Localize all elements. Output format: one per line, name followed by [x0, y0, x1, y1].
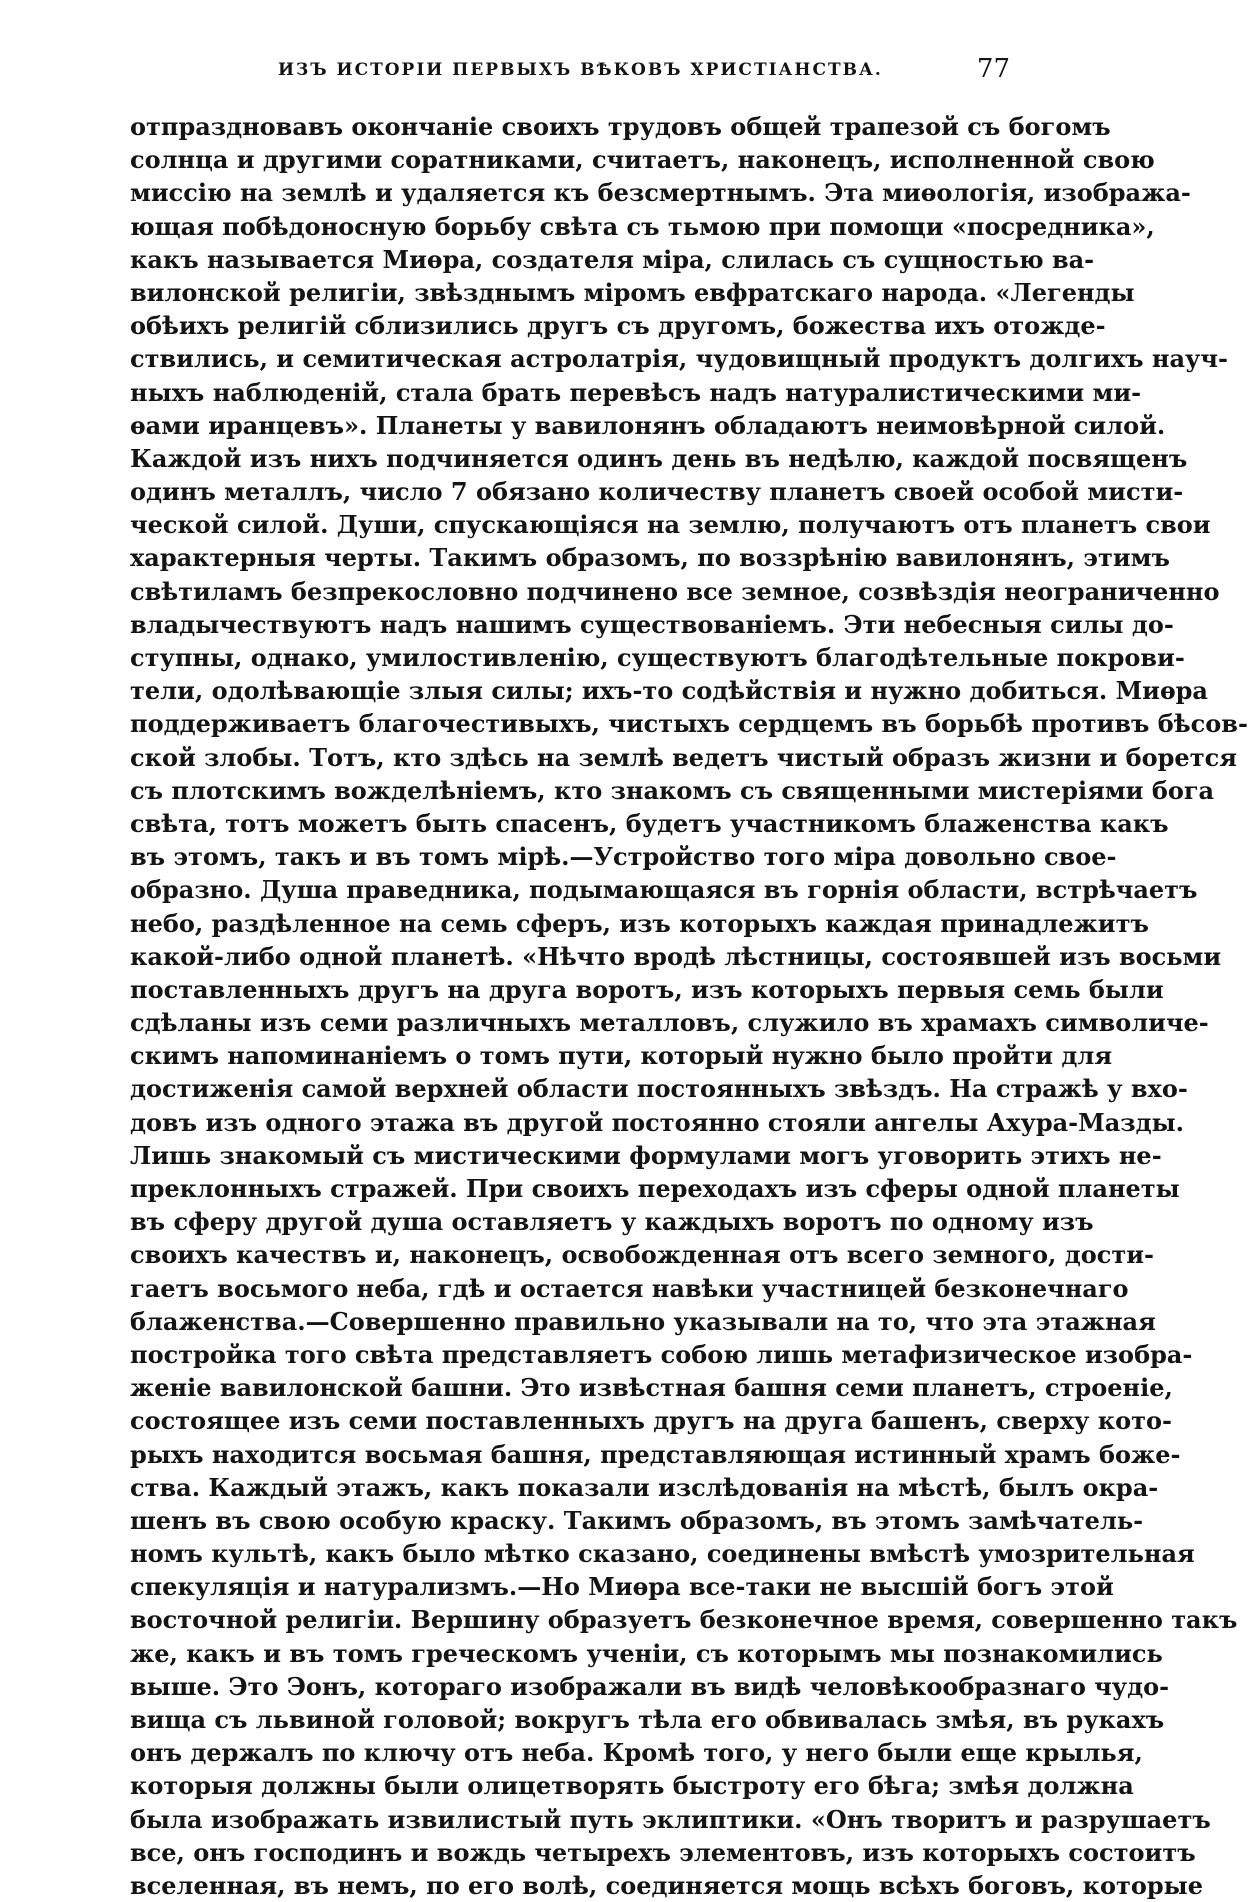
text-line: ской злобы. Тотъ, кто здѣсь на землѣ ведетъ чистый образъ жизни и борется — [130, 742, 1237, 772]
text-line: ѳами иранцевъ». Планеты у вавилонянъ обладаютъ неимовѣрной силой. — [130, 410, 1166, 440]
text-line: гаетъ восьмого неба, гдѣ и остается навѣки участницей безконечнаго — [130, 1273, 1129, 1303]
text-line: ства. Каждый этажъ, какъ показали изслѣдованія на мѣстѣ, былъ окра- — [130, 1472, 1159, 1502]
text-line: свѣтиламъ безпрекословно подчинено все земное, созвѣздія неограниченно — [130, 576, 1220, 606]
text-line: же, какъ и въ томъ греческомъ ученіи, съ которымъ мы познакомились — [130, 1638, 1163, 1668]
text-line: ческой силой. Души, спускающіяся на землю, получаютъ отъ планетъ свои — [130, 510, 1211, 540]
text-line: вилонской религіи, звѣзднымъ міромъ евфратскаго народа. «Легенды — [130, 277, 1135, 307]
text-line: одинъ металлъ, число 7 обязано количеству планетъ своей особой мисти- — [130, 477, 1184, 507]
text-line: владычествуютъ надъ нашимъ существованіемъ. Эти небесныя силы до- — [130, 609, 1174, 639]
text-line: которыя должны были олицетворять быстроту его бѣга; змѣя должна — [130, 1771, 1134, 1801]
text-line: ныхъ наблюденій, стала брать перевѣсъ надъ натуралистическими ми- — [130, 377, 1142, 407]
text-line: женіе вавилонской башни. Это извѣстная башня семи планетъ, строеніе, — [130, 1373, 1173, 1403]
text-line: шенъ въ свою особую краску. Такимъ образомъ, въ этомъ замѣчатель- — [130, 1505, 1144, 1535]
text-line: рыхъ находится восьмая башня, представляющая истинный храмъ боже- — [130, 1439, 1181, 1469]
text-line: ступны, однако, умилостивленію, существуютъ благодѣтельные покрови- — [130, 643, 1185, 672]
text-line: поддерживаетъ благочестивыхъ, чистыхъ сердцемъ въ борьбѣ противъ бѣсов- — [130, 709, 1248, 739]
text-line: номъ культѣ, какъ было мѣтко сказано, соединены вмѣстѣ умозрительная — [130, 1539, 1195, 1569]
text-line: отпраздновавъ окончаніе своихъ трудовъ общей трапезой съ богомъ — [130, 112, 1111, 141]
text-line: съ плотскимъ вожделѣніемъ, кто знакомъ съ священными мистеріями бога — [130, 775, 1215, 805]
text-line: поставленныхъ другъ на друга воротъ, изъ которыхъ первыя семь были — [130, 974, 1164, 1004]
text-line: была изображать извилистый путь эклиптики. «Онъ творитъ и разрушаетъ — [130, 1804, 1211, 1834]
text-line: какъ называется Миѳра, создателя міра, слилась съ сущностью ва- — [130, 244, 1095, 274]
text-line: образно. Душа праведника, подымающаяся въ горнія области, встрѣчаетъ — [130, 875, 1198, 905]
text-line: постройка того свѣта представляетъ собою лишь метафизическое изобра- — [130, 1339, 1193, 1369]
running-header — [130, 56, 1010, 86]
text-line: солнца и другими соратниками, считаетъ, наконецъ, исполненной свою — [130, 145, 1155, 175]
text-line: Каждой изъ нихъ подчиняется одинъ день въ недѣлю, каждой посвященъ — [130, 443, 1188, 473]
text-line: скимъ напоминаніемъ о томъ пути, который нужно было пройти для — [130, 1041, 1113, 1071]
text-line: состоящее изъ семи поставленныхъ другъ на друга башенъ, сверху кото- — [130, 1406, 1172, 1436]
text-line: въ этомъ, такъ и въ томъ мірѣ.—Устройство того міра довольно свое- — [130, 842, 1117, 872]
text-line: достиженія самой верхней области постоянныхъ звѣздъ. На стражѣ у вхо- — [130, 1074, 1188, 1104]
text-line: тели, одолѣвающіе злыя силы; ихъ-то содѣйствія и нужно добиться. Миѳра — [130, 676, 1208, 706]
text-line: довъ изъ одного этажа въ другой постоянно стояли ангелы Ахура-Мазды. — [130, 1107, 1184, 1137]
text-line: свѣта, тотъ можетъ быть спасенъ, будетъ участникомъ блаженства какъ — [130, 808, 1169, 838]
page-number: 77 — [976, 54, 1010, 84]
text-line: блаженства.—Совершенно правильно указывали на то, что эта этажная — [130, 1306, 1156, 1336]
text-line: ющая побѣдоносную борьбу свѣта съ тьмою при помощи «посредника», — [130, 211, 1155, 241]
text-line: небо, раздѣленное на семь сферъ, изъ которыхъ каждая принадлежитъ — [130, 908, 1149, 938]
text-line: какой-либо одной планетѣ. «Нѣчто вродѣ лѣстницы, состоявшей изъ восьми — [130, 941, 1222, 971]
text-line: ствились, и семитическая астролатрія, чудовищный продуктъ долгихъ науч- — [130, 344, 1228, 374]
text-line: все, онъ господинъ и вождь четырехъ элементовъ, изъ которыхъ состоитъ — [130, 1837, 1196, 1867]
text-line: вища съ львиной головой; вокругъ тѣла его обвивалась змѣя, въ рукахъ — [130, 1705, 1165, 1734]
text-line: онъ держалъ по ключу отъ неба. Кромѣ того, у него были еще крылья, — [130, 1738, 1143, 1768]
text-line: характерныя черты. Такимъ образомъ, по воззрѣнію вавилонянъ, этимъ — [130, 543, 1170, 573]
text-line: выше. Это Эонъ, котораго изображали въ видѣ человѣкообразнаго чудо- — [130, 1671, 1170, 1701]
text-line: спекуляція и натурализмъ.—Но Миѳра все-таки не высшій богъ этой — [130, 1572, 1114, 1602]
text-line: вселенная, въ немъ, по его волѣ, соединяется мощь всѣхъ боговъ, которые — [130, 1870, 1203, 1900]
text-line: сдѣланы изъ семи различныхъ металловъ, служило въ храмахъ символиче- — [130, 1008, 1209, 1038]
text-line: въ сферу другой душа оставляетъ у каждыхъ воротъ по одному изъ — [130, 1207, 1094, 1237]
body-text — [130, 110, 1248, 1902]
text-line: обѣихъ религій сблизились другъ съ другомъ, божества ихъ отожде- — [130, 311, 1106, 341]
text-line: своихъ качествъ и, наконецъ, освобожденная отъ всего земного, дости- — [130, 1240, 1155, 1270]
text-line: Лишь знакомый съ мистическими формулами могъ уговорить этихъ не- — [130, 1140, 1162, 1170]
running-title: ИЗЪ ИСТОРІИ ПЕРВЫХЪ ВѢКОВЪ ХРИСТІАНСТВА. — [278, 60, 883, 80]
text-line: преклонныхъ стражей. При своихъ переходахъ изъ сферы одной планеты — [130, 1174, 1180, 1203]
text-line: миссію на землѣ и удаляется къ безсмертнымъ. Эта миѳологія, изобража- — [130, 178, 1191, 208]
text-line: восточной религіи. Вершину образуетъ безконечное время, совершенно такъ — [130, 1605, 1238, 1635]
